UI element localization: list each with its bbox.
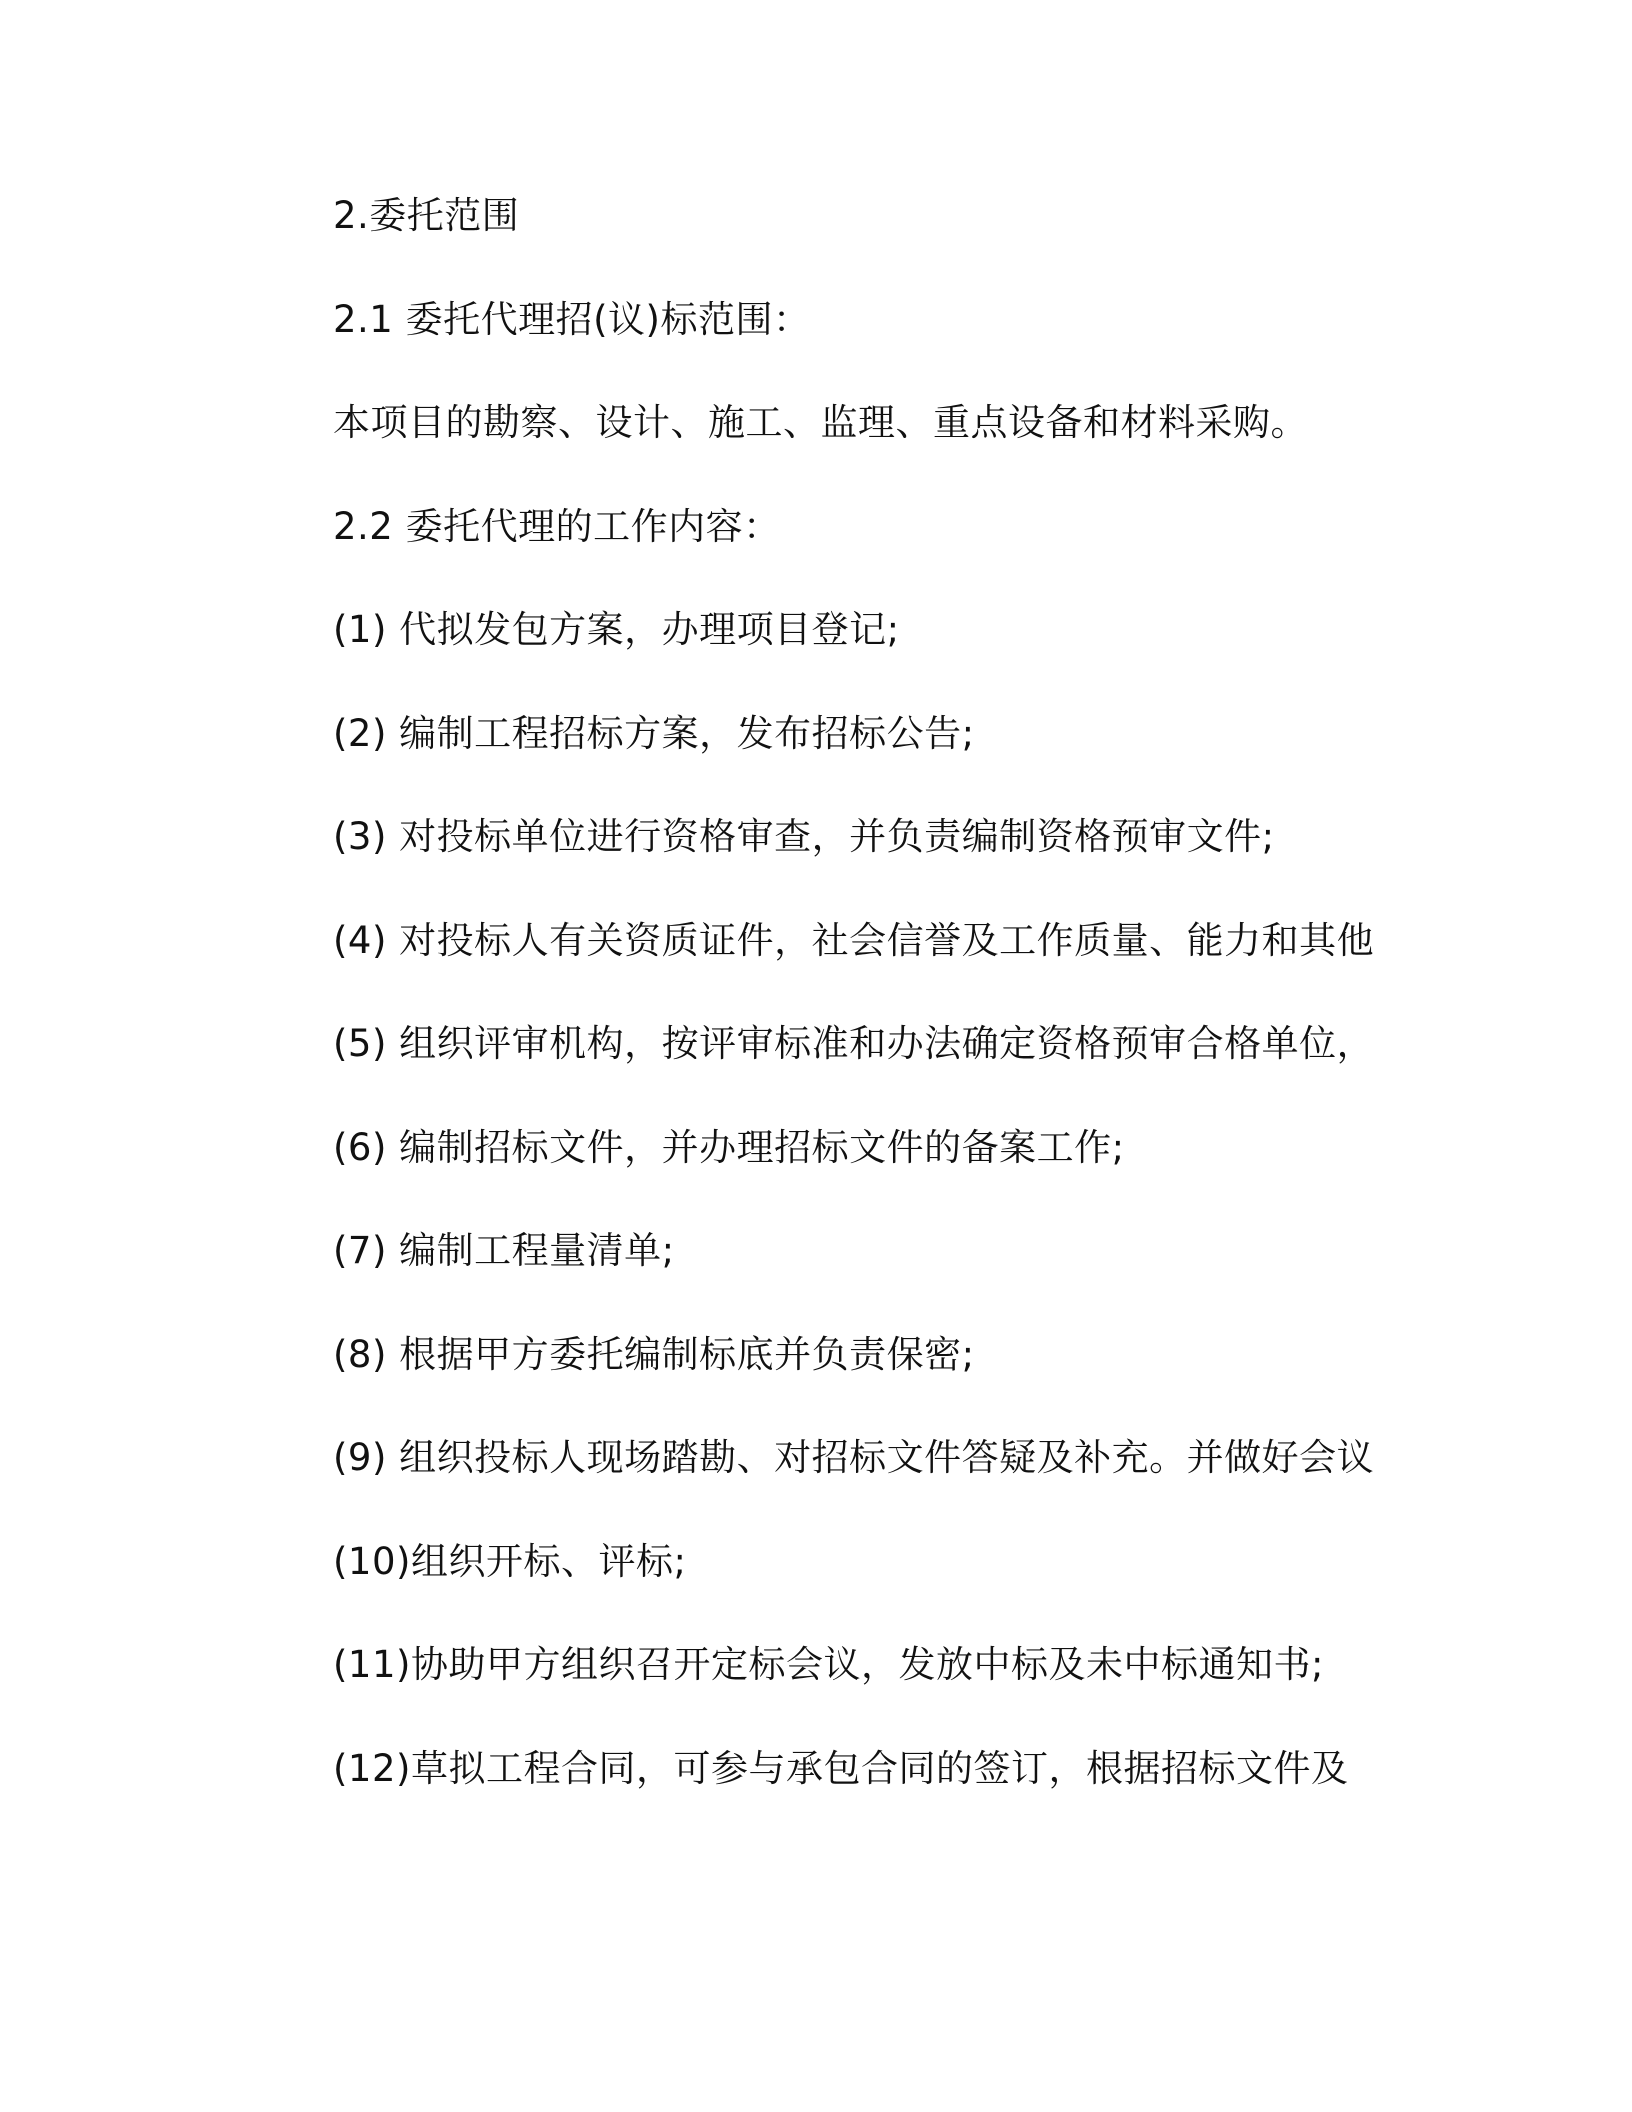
work-item-8: (8) 根据甲方委托编制标底并负责保密; [333,1332,975,1376]
work-item-4: (4) 对投标人有关资质证件，社会信誉及工作质量、能力和其他 [333,918,1375,962]
work-item-3: (3) 对投标单位进行资格审查，并负责编制资格预审文件; [333,815,1275,858]
work-item-5: (5) 组织评审机构，按评审标准和办法确定资格预审合格单位， [333,1022,1375,1065]
work-item-9: (9) 组织投标人现场踏勘、对招标文件答疑及补充。并做好会议 [333,1436,1375,1479]
work-item-2: (2) 编制工程招标方案，发布招标公告; [333,711,975,755]
work-item-6: (6) 编制招标文件，并办理招标文件的备案工作; [333,1125,1125,1169]
scope-paragraph: 本项目的勘察、设计、施工、监理、重点设备和材料采购。 [333,401,1308,444]
work-item-1: (1) 代拟发包方案，办理项目登记; [333,608,900,651]
work-item-10: (10)组织开标、评标; [333,1539,687,1583]
subsection-heading-work: 2.2 委托代理的工作内容： [333,504,781,548]
work-item-12: (12)草拟工程合同，可参与承包合同的签订，根据招标文件及 [333,1746,1349,1790]
work-item-11: (11)协助甲方组织召开定标会议，发放中标及未中标通知书; [333,1643,1324,1686]
work-item-7: (7) 编制工程量清单; [333,1229,675,1272]
subsection-heading-scope: 2.1 委托代理招(议)标范围： [333,297,811,341]
document-body [333,190,1413,1846]
section-heading: 2.委托范围 [333,194,520,237]
